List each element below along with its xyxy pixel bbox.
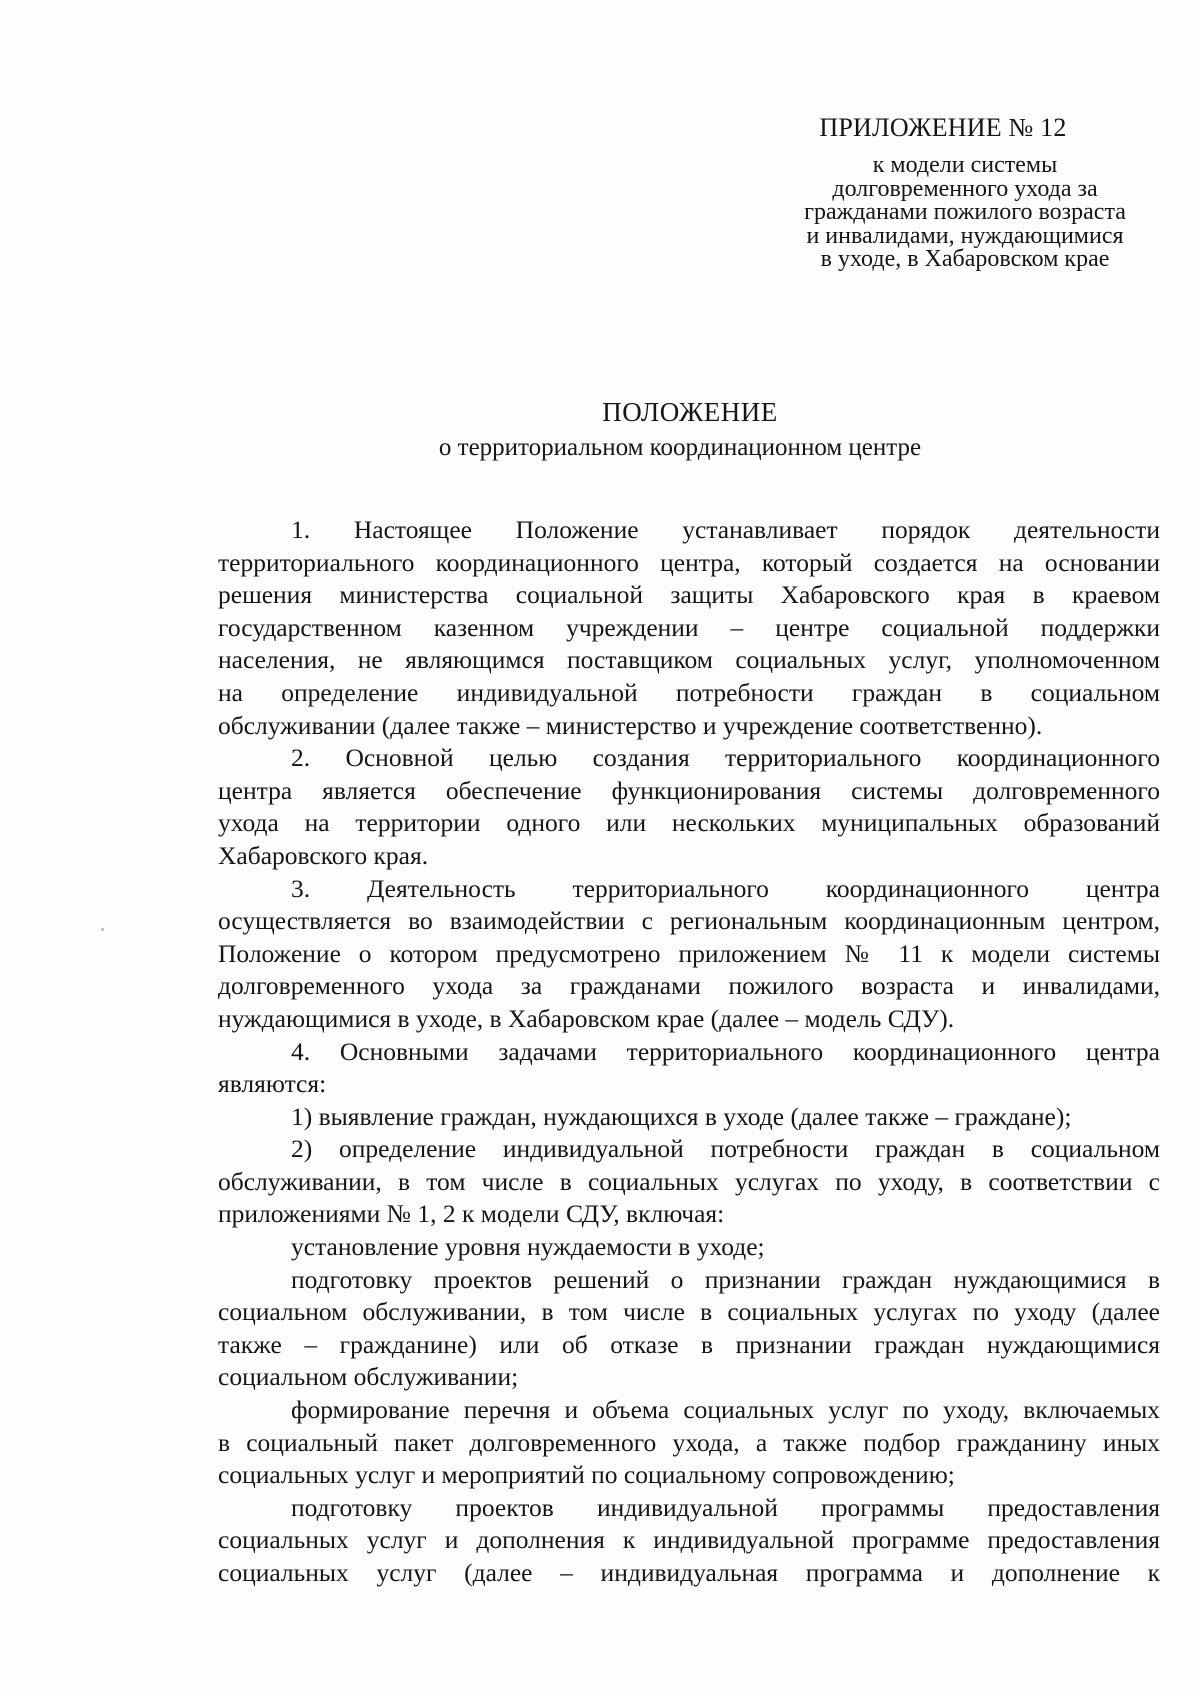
body-text-line: социальном обслуживании, в том числе в социальных услугах по уходу (далее [218,1297,1160,1327]
body-text-line: Положение о котором предусмотрено приложением № 11 к модели системы [218,938,1160,968]
body-text-line: также – гражданине) или об отказе в признании граждан нуждающимися [218,1329,1160,1359]
document-subtitle: о территориальном координационном центре [438,434,922,461]
document-body [218,514,1160,1590]
body-text-line: социальных услуг и мероприятий по социальному сопровождению; [218,1460,955,1490]
body-text-line: 4. Основными задачами территориального координационного центра [291,1036,1160,1066]
body-text-line: в социальный пакет долговременного ухода, а также подбор гражданину иных [218,1427,1160,1457]
body-text-line: 3. Деятельность территориального координационного центра [291,873,1160,903]
body-text-line: территориального координационного центра, который создается на основании [218,547,1160,577]
body-text-line: подготовку проектов решений о признании граждан нуждающимися в [291,1264,1160,1294]
body-text-line: решения министерства социальной защиты Хабаровского края в краевом [218,580,1160,610]
body-text-line: подготовку проектов индивидуальной программы предоставления [291,1492,1160,1522]
body-text-line: приложениями № 1, 2 к модели СДУ, включая: [218,1199,725,1229]
appendix-header [770,112,1160,272]
document-title: ПОЛОЖЕНИЕ [602,397,778,427]
scan-speck [101,928,104,931]
body-text-line: Хабаровского края. [218,840,429,870]
body-text-line: нуждающимися в уходе, в Хабаровском крае (далее – модель СДУ). [218,1003,955,1033]
body-text-line: долговременного ухода за гражданами пожилого возраста и инвалидами, [218,971,1160,1001]
body-text-line: государственном казенном учреждении – центре социальной поддержки [218,612,1160,642]
body-text-line: социальных услуг и дополнения к индивидуальной программе предоставления [218,1525,1160,1555]
appendix-line: гражданами пожилого возраста [804,199,1126,225]
body-text-line: обслуживании, в том числе в социальных услугах по уходу, в соответствии с [218,1166,1160,1196]
body-text-line: 2. Основной целью создания территориального координационного [291,743,1160,773]
appendix-line: и инвалидами, нуждающимися [806,222,1124,249]
body-text-line: центра является обеспечение функционирования системы долговременного [218,775,1160,805]
body-text-line: 1) выявление граждан, нуждающихся в уходе (далее также – граждане); [291,1101,1072,1131]
appendix-title: ПРИЛОЖЕНИЕ № 12 [819,113,1067,142]
body-text-line: осуществляется во взаимодействии с региональным координационным центром, [218,906,1160,936]
body-text-line: населения, не являющимся поставщиком социальных услуг, уполномоченном [218,645,1160,675]
appendix-line: к модели системы [872,152,1058,178]
body-text-line: установление уровня нуждаемости в уходе; [291,1232,765,1262]
body-text-line: 1. Настоящее Положение устанавливает порядок деятельности [291,515,1160,544]
appendix-description [770,154,1160,272]
body-text-line: являются: [218,1069,327,1099]
body-text-line: ухода на территории одного или нескольких муниципальных образований [218,808,1160,838]
body-text-line: формирование перечня и объема социальных услуг по уходу, включаемых [291,1395,1160,1425]
appendix-line: долговременного ухода за [832,175,1098,202]
body-text-line: обслуживании (далее также – министерство и учреждение соответственно). [218,710,1043,740]
body-text-line: социальных услуг (далее – индивидуальная программа и дополнение к [218,1558,1160,1587]
appendix-line: в уходе, в Хабаровском крае [820,246,1110,272]
body-text-line: социальном обслуживании; [218,1362,519,1392]
body-text-line: 2) определение индивидуальной потребности граждан в социальном [291,1134,1160,1164]
body-text-line: на определение индивидуальной потребности граждан в социальном [218,677,1160,707]
